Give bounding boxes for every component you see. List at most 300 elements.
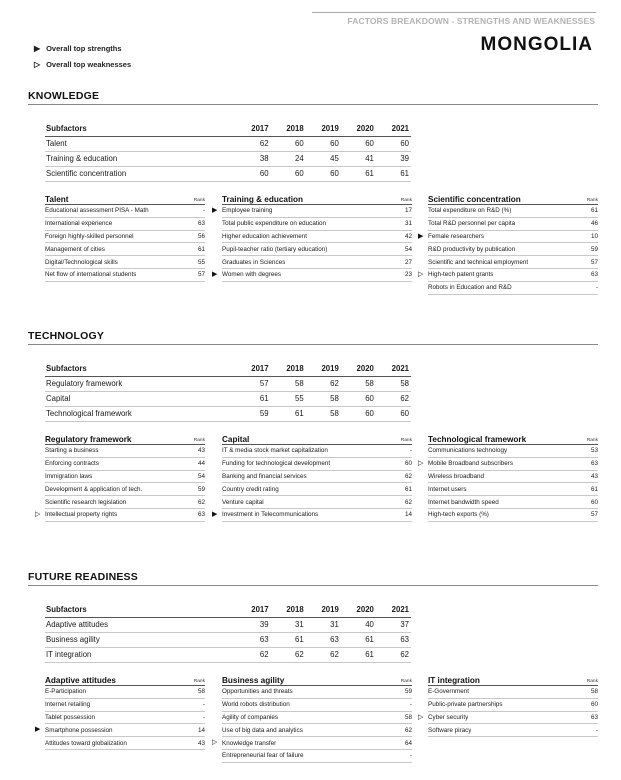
value-cell: 62 bbox=[236, 647, 271, 662]
table-header-row bbox=[45, 122, 411, 136]
list-item bbox=[222, 458, 412, 471]
rank-value: 57 bbox=[590, 258, 598, 266]
subfactor-name: Technological framework bbox=[45, 406, 236, 421]
rank-label: Rank bbox=[400, 198, 412, 203]
rank-value: 44 bbox=[197, 460, 205, 468]
criterion-label: Women with degrees bbox=[222, 271, 282, 279]
criterion-label: Scientific research legislation bbox=[45, 498, 127, 506]
criterion-label: Tablet possession bbox=[45, 713, 96, 721]
rank-label: Rank bbox=[586, 438, 598, 443]
list-item bbox=[418, 712, 598, 725]
year-header: 2020 bbox=[341, 603, 376, 617]
rank-value: - bbox=[202, 207, 205, 215]
value-cell: 61 bbox=[376, 166, 411, 181]
list-item bbox=[45, 737, 205, 750]
rank-value: 46 bbox=[590, 220, 598, 228]
criterion-label: Funding for technological development bbox=[222, 460, 331, 468]
criterion-label: Total public expenditure on education bbox=[222, 220, 326, 228]
list-item bbox=[222, 243, 412, 256]
rank-value: 63 bbox=[590, 271, 598, 279]
list-item bbox=[222, 445, 412, 458]
section-title-technology: TECHNOLOGY bbox=[28, 330, 105, 342]
list-item bbox=[222, 724, 412, 737]
year-header: 2017 bbox=[236, 122, 271, 136]
criterion-label: Immigration laws bbox=[45, 472, 93, 480]
legend-strengths-label: Overall top strengths bbox=[46, 44, 122, 53]
value-cell: 62 bbox=[271, 647, 306, 662]
criterion-label: Digital/Technological skills bbox=[45, 258, 118, 266]
list-item bbox=[428, 724, 598, 737]
rank-value: 58 bbox=[404, 713, 412, 721]
detail-title: Scientific concentration bbox=[428, 195, 521, 204]
rank-value: - bbox=[409, 752, 412, 760]
rank-label: Rank bbox=[193, 438, 205, 443]
detail-table-adaptive-attitudes bbox=[35, 673, 205, 750]
value-cell: 63 bbox=[376, 632, 411, 647]
value-cell: 58 bbox=[306, 406, 341, 421]
rank-value: 62 bbox=[404, 472, 412, 480]
rank-value: 43 bbox=[197, 447, 205, 455]
value-cell: 60 bbox=[271, 166, 306, 181]
detail-table-scientific-concentration bbox=[418, 192, 598, 295]
value-cell: 59 bbox=[236, 406, 271, 421]
detail-table-technological-framework bbox=[418, 432, 598, 522]
criterion-label: Attitudes toward globalization bbox=[45, 739, 127, 747]
value-cell: 60 bbox=[341, 391, 376, 406]
list-item bbox=[418, 269, 598, 282]
rank-value: 58 bbox=[590, 688, 598, 696]
criterion-label: Internet retailing bbox=[45, 701, 91, 709]
list-item bbox=[428, 218, 598, 231]
value-cell: 58 bbox=[306, 391, 341, 406]
legend-weaknesses-label: Overall top weaknesses bbox=[46, 60, 132, 69]
rank-label: Rank bbox=[400, 438, 412, 443]
value-cell: 62 bbox=[306, 647, 341, 662]
list-item bbox=[428, 483, 598, 496]
value-cell: 58 bbox=[376, 376, 411, 391]
rank-label: Rank bbox=[193, 198, 205, 203]
rank-value: 58 bbox=[197, 688, 205, 696]
indicator-marker: ▶ bbox=[35, 726, 41, 734]
list-item bbox=[222, 712, 412, 725]
criterion-label: Agility of companies bbox=[222, 713, 278, 721]
criterion-label: Venture capital bbox=[222, 498, 264, 506]
criterion-label: Total R&D personnel per capita bbox=[428, 220, 516, 228]
year-header: 2021 bbox=[376, 122, 411, 136]
detail-header bbox=[45, 673, 205, 686]
value-cell: 31 bbox=[306, 617, 341, 632]
value-cell: 55 bbox=[271, 391, 306, 406]
rank-value: 61 bbox=[590, 207, 598, 215]
rank-value: 14 bbox=[197, 726, 205, 734]
criterion-label: Opportunities and threats bbox=[222, 688, 293, 696]
list-item bbox=[428, 243, 598, 256]
value-cell: 39 bbox=[376, 151, 411, 166]
rank-value: - bbox=[202, 713, 205, 721]
subfactor-name: Regulatory framework bbox=[45, 376, 236, 391]
list-item bbox=[428, 509, 598, 522]
list-item bbox=[45, 712, 205, 725]
subfactor-name: Scientific concentration bbox=[45, 166, 236, 181]
rank-value: 57 bbox=[590, 511, 598, 519]
rank-value: 62 bbox=[404, 726, 412, 734]
value-cell: 60 bbox=[376, 406, 411, 421]
value-cell: 62 bbox=[306, 376, 341, 391]
criterion-label: Internet users bbox=[428, 485, 467, 493]
rank-value: - bbox=[595, 726, 598, 734]
rank-label: Rank bbox=[586, 198, 598, 203]
subfactor-table-knowledge bbox=[45, 122, 411, 182]
list-item bbox=[222, 750, 412, 763]
year-header: 2018 bbox=[271, 362, 306, 376]
list-item bbox=[222, 218, 412, 231]
value-cell: 61 bbox=[341, 632, 376, 647]
detail-header bbox=[428, 673, 598, 686]
indicator-marker: ▷ bbox=[418, 459, 424, 467]
rank-value: - bbox=[595, 284, 598, 292]
list-item bbox=[35, 509, 205, 522]
detail-table-talent bbox=[45, 192, 205, 282]
detail-header bbox=[45, 192, 205, 205]
detail-table-business-agility bbox=[212, 673, 412, 763]
year-header: 2021 bbox=[376, 603, 411, 617]
year-header: 2020 bbox=[341, 362, 376, 376]
section-rule bbox=[28, 585, 598, 586]
value-cell: 40 bbox=[341, 617, 376, 632]
list-item bbox=[45, 496, 205, 509]
year-header: 2018 bbox=[271, 603, 306, 617]
filled-triangle-icon: ▶ bbox=[34, 44, 41, 53]
rank-label: Rank bbox=[586, 679, 598, 684]
list-item bbox=[45, 471, 205, 484]
table-row bbox=[45, 136, 411, 151]
value-cell: 63 bbox=[306, 632, 341, 647]
indicator-marker: ▷ bbox=[418, 270, 424, 278]
list-item bbox=[45, 218, 205, 231]
rank-value: 54 bbox=[197, 472, 205, 480]
rank-value: 64 bbox=[404, 739, 412, 747]
rank-value: 63 bbox=[590, 460, 598, 468]
indicator-marker: ▷ bbox=[418, 713, 424, 721]
indicator-marker: ▶ bbox=[212, 510, 218, 518]
legend-weaknesses bbox=[34, 60, 131, 69]
table-row bbox=[45, 632, 411, 647]
detail-header bbox=[45, 432, 205, 445]
list-item bbox=[45, 445, 205, 458]
hollow-triangle-icon: ▷ bbox=[34, 60, 41, 69]
rank-value: 61 bbox=[197, 245, 205, 253]
criterion-label: Knowledge transfer bbox=[222, 739, 277, 747]
year-header: 2017 bbox=[236, 603, 271, 617]
detail-title: Talent bbox=[45, 195, 69, 204]
value-cell: 62 bbox=[236, 136, 271, 151]
criterion-label: High-tech patent grants bbox=[428, 271, 494, 279]
list-item bbox=[428, 496, 598, 509]
section-title-knowledge: KNOWLEDGE bbox=[28, 90, 100, 102]
rank-value: 59 bbox=[404, 688, 412, 696]
rank-value: 31 bbox=[404, 220, 412, 228]
legend-strengths bbox=[34, 44, 122, 53]
detail-table-training-education bbox=[212, 192, 412, 282]
rank-value: 59 bbox=[590, 245, 598, 253]
criterion-label: Foreign highly-skilled personnel bbox=[45, 232, 134, 240]
criterion-label: Higher education achievement bbox=[222, 232, 308, 240]
detail-title: Capital bbox=[222, 435, 250, 444]
list-item bbox=[45, 686, 205, 699]
rank-value: 23 bbox=[404, 271, 412, 279]
value-cell: 38 bbox=[236, 151, 271, 166]
criterion-label: Total expenditure on R&D (%) bbox=[428, 207, 512, 215]
value-cell: 61 bbox=[341, 166, 376, 181]
criterion-label: Smartphone possession bbox=[45, 726, 113, 734]
criterion-label: Entrepreneurial fear of failure bbox=[222, 752, 304, 760]
criterion-label: World robots distribution bbox=[222, 701, 290, 709]
rank-value: - bbox=[409, 701, 412, 709]
list-item bbox=[45, 699, 205, 712]
value-cell: 58 bbox=[271, 376, 306, 391]
criterion-label: Internet bandwidth speed bbox=[428, 498, 499, 506]
year-header: 2017 bbox=[236, 362, 271, 376]
list-item bbox=[45, 256, 205, 269]
criterion-label: Public-private partnerships bbox=[428, 701, 503, 709]
country-name: MONGOLIA bbox=[480, 34, 593, 55]
value-cell: 60 bbox=[376, 136, 411, 151]
detail-header bbox=[222, 432, 412, 445]
criterion-label: Communications technology bbox=[428, 447, 508, 455]
list-item bbox=[418, 231, 598, 244]
section-rule bbox=[28, 104, 598, 105]
criterion-label: Scientific and technical employment bbox=[428, 258, 529, 266]
criterion-label: Starting a business bbox=[45, 447, 99, 455]
value-cell: 31 bbox=[271, 617, 306, 632]
value-cell: 61 bbox=[271, 632, 306, 647]
detail-table-regulatory-framework bbox=[35, 432, 205, 522]
table-row bbox=[45, 391, 411, 406]
rank-value: 42 bbox=[404, 232, 412, 240]
table-header-row bbox=[45, 603, 411, 617]
section-title-future-readiness: FUTURE READINESS bbox=[28, 571, 138, 583]
detail-header bbox=[222, 673, 412, 686]
page-header-title: FACTORS BREAKDOWN - STRENGTHS AND WEAKNESSES bbox=[347, 16, 595, 26]
subfactor-table-future-readiness bbox=[45, 603, 411, 663]
subfactor-header: Subfactors bbox=[45, 122, 236, 136]
criterion-label: R&D productivity by publication bbox=[428, 245, 516, 253]
subfactor-name: Talent bbox=[45, 136, 236, 151]
criterion-label: Robots in Education and R&D bbox=[428, 284, 512, 292]
list-item bbox=[428, 699, 598, 712]
indicator-marker: ▷ bbox=[35, 510, 41, 518]
subfactor-name: Capital bbox=[45, 391, 236, 406]
indicator-marker: ▶ bbox=[212, 207, 218, 214]
list-item bbox=[212, 737, 412, 750]
rank-value: 17 bbox=[404, 207, 412, 215]
value-cell: 61 bbox=[341, 647, 376, 662]
rank-value: 43 bbox=[590, 472, 598, 480]
year-header: 2021 bbox=[376, 362, 411, 376]
detail-table-it-integration bbox=[418, 673, 598, 737]
value-cell: 60 bbox=[341, 136, 376, 151]
table-row bbox=[45, 376, 411, 391]
year-header: 2019 bbox=[306, 603, 341, 617]
year-header: 2018 bbox=[271, 122, 306, 136]
list-item bbox=[35, 724, 205, 737]
criterion-label: IT & media stock market capitalization bbox=[222, 447, 328, 455]
rank-value: 56 bbox=[197, 232, 205, 240]
detail-table-capital bbox=[212, 432, 412, 522]
table-row bbox=[45, 617, 411, 632]
criterion-label: E-Government bbox=[428, 688, 469, 696]
list-item bbox=[45, 483, 205, 496]
detail-title: IT integration bbox=[428, 676, 480, 685]
list-item bbox=[45, 458, 205, 471]
rank-value: 53 bbox=[590, 447, 598, 455]
value-cell: 61 bbox=[271, 406, 306, 421]
value-cell: 57 bbox=[236, 376, 271, 391]
list-item bbox=[212, 509, 412, 522]
value-cell: 45 bbox=[306, 151, 341, 166]
rank-value: 63 bbox=[197, 511, 205, 519]
criterion-label: High-tech exports (%) bbox=[428, 511, 489, 519]
detail-title: Regulatory framework bbox=[45, 435, 132, 444]
table-row bbox=[45, 647, 411, 662]
rank-value: 54 bbox=[404, 245, 412, 253]
criterion-label: Mobile Broadband subscribers bbox=[428, 460, 514, 468]
rank-value: 63 bbox=[590, 713, 598, 721]
detail-title: Training & education bbox=[222, 195, 303, 204]
criterion-label: International experience bbox=[45, 220, 113, 228]
list-item bbox=[222, 496, 412, 509]
rank-value: 62 bbox=[197, 498, 205, 506]
criterion-label: Investment in Telecommunications bbox=[222, 511, 319, 519]
list-item bbox=[212, 205, 412, 218]
rank-value: 57 bbox=[197, 271, 205, 279]
value-cell: 60 bbox=[271, 136, 306, 151]
value-cell: 60 bbox=[306, 166, 341, 181]
list-item bbox=[222, 231, 412, 244]
rank-value: 14 bbox=[404, 511, 412, 519]
detail-title: Technological framework bbox=[428, 435, 527, 444]
subfactor-name: Business agility bbox=[45, 632, 236, 647]
rank-value: 10 bbox=[590, 232, 598, 240]
subfactor-name: Training & education bbox=[45, 151, 236, 166]
value-cell: 58 bbox=[341, 376, 376, 391]
indicator-marker: ▷ bbox=[212, 739, 218, 747]
rank-value: - bbox=[409, 447, 412, 455]
list-item bbox=[418, 458, 598, 471]
criterion-label: Educational assessment PISA - Math bbox=[45, 207, 149, 215]
rank-value: 60 bbox=[590, 701, 598, 709]
table-header-row bbox=[45, 362, 411, 376]
criterion-label: Cyber security bbox=[428, 713, 469, 721]
value-cell: 60 bbox=[341, 406, 376, 421]
criterion-label: Intellectual property rights bbox=[45, 511, 118, 519]
value-cell: 63 bbox=[236, 632, 271, 647]
year-header: 2020 bbox=[341, 122, 376, 136]
rank-label: Rank bbox=[193, 679, 205, 684]
criterion-label: Banking and financial services bbox=[222, 472, 307, 480]
rank-value: 60 bbox=[404, 460, 412, 468]
indicator-marker: ▶ bbox=[418, 232, 424, 240]
list-item bbox=[45, 269, 205, 282]
rank-value: 61 bbox=[404, 485, 412, 493]
detail-title: Adaptive attitudes bbox=[45, 676, 116, 685]
list-item bbox=[45, 243, 205, 256]
value-cell: 39 bbox=[236, 617, 271, 632]
table-row bbox=[45, 151, 411, 166]
rank-value: 61 bbox=[590, 485, 598, 493]
subfactor-name: Adaptive attitudes bbox=[45, 617, 236, 632]
list-item bbox=[428, 205, 598, 218]
value-cell: 41 bbox=[341, 151, 376, 166]
criterion-label: Net flow of international students bbox=[45, 271, 137, 279]
value-cell: 37 bbox=[376, 617, 411, 632]
list-item bbox=[45, 205, 205, 218]
list-item bbox=[222, 686, 412, 699]
rank-value: 62 bbox=[404, 498, 412, 506]
list-item bbox=[428, 282, 598, 295]
list-item bbox=[212, 269, 412, 282]
criterion-label: Software piracy bbox=[428, 726, 472, 734]
criterion-label: Management of cities bbox=[45, 245, 105, 253]
criterion-label: E-Participation bbox=[45, 688, 86, 696]
criterion-label: Country credit rating bbox=[222, 485, 279, 493]
list-item bbox=[222, 483, 412, 496]
subfactor-name: IT integration bbox=[45, 647, 236, 662]
section-rule bbox=[28, 344, 598, 345]
rank-value: 55 bbox=[197, 258, 205, 266]
rank-value: 60 bbox=[590, 498, 598, 506]
rank-value: - bbox=[202, 701, 205, 709]
list-item bbox=[428, 471, 598, 484]
list-item bbox=[222, 471, 412, 484]
criterion-label: Development & application of tech. bbox=[45, 485, 143, 493]
criterion-label: Wireless broadband bbox=[428, 472, 485, 480]
value-cell: 24 bbox=[271, 151, 306, 166]
list-item bbox=[45, 231, 205, 244]
value-cell: 61 bbox=[236, 391, 271, 406]
rank-value: 59 bbox=[197, 485, 205, 493]
list-item bbox=[428, 445, 598, 458]
detail-title: Business agility bbox=[222, 676, 285, 685]
detail-header bbox=[222, 192, 412, 205]
list-item bbox=[222, 256, 412, 269]
criterion-label: Female researchers bbox=[428, 232, 484, 240]
subfactor-header: Subfactors bbox=[45, 362, 236, 376]
criterion-label: Employee training bbox=[222, 207, 273, 215]
rank-label: Rank bbox=[400, 679, 412, 684]
list-item bbox=[428, 686, 598, 699]
value-cell: 60 bbox=[306, 136, 341, 151]
indicator-marker: ▶ bbox=[212, 270, 218, 278]
criterion-label: Pupil-teacher ratio (tertiary education) bbox=[222, 245, 328, 253]
year-header: 2019 bbox=[306, 362, 341, 376]
criterion-label: Enforcing contracts bbox=[45, 460, 99, 468]
criterion-label: Graduates in Sciences bbox=[222, 258, 286, 266]
value-cell: 60 bbox=[236, 166, 271, 181]
detail-header bbox=[428, 432, 598, 445]
subfactor-header: Subfactors bbox=[45, 603, 236, 617]
table-row bbox=[45, 166, 411, 181]
detail-header bbox=[428, 192, 598, 205]
rank-value: 27 bbox=[404, 258, 412, 266]
rank-value: 63 bbox=[197, 220, 205, 228]
list-item bbox=[222, 699, 412, 712]
value-cell: 62 bbox=[376, 647, 411, 662]
subfactor-table-technology bbox=[45, 362, 411, 422]
value-cell: 62 bbox=[376, 391, 411, 406]
list-item bbox=[428, 256, 598, 269]
criterion-label: Use of big data and analytics bbox=[222, 726, 303, 734]
